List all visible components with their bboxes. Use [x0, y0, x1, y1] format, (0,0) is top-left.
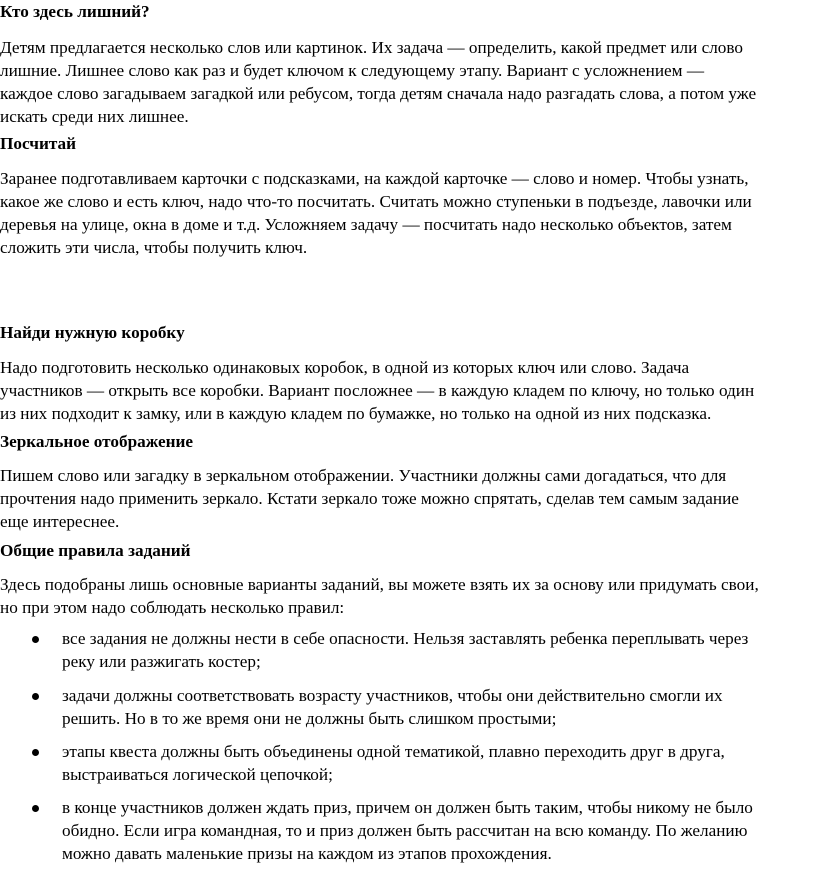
heading-find-box: Найди нужную коробку [0, 323, 185, 342]
text-line: лишние. Лишнее слово как раз и будет ключом к следующему этапу. Вариант с усложнением — [0, 61, 705, 80]
paragraph-mirror [0, 464, 816, 533]
heading-count: Посчитай [0, 134, 76, 153]
list-item-text [62, 740, 725, 786]
text-line: участников — открыть все коробки. Вариант посложнее — в каждую кладем по ключу, но только один [0, 381, 755, 400]
bullet-icon [32, 805, 39, 812]
text-line: все задания не должны нести в себе опасности. Нельзя заставлять ребенка переплывать через [62, 629, 749, 648]
text-line: задачи должны соответствовать возрасту участников, чтобы они действительно смогли их [62, 686, 723, 705]
paragraph-general-rules [0, 573, 816, 619]
paragraph-count [0, 167, 816, 259]
bullet-icon [32, 693, 39, 700]
text-line: этапы квеста должны быть объединены одной тематикой, плавно переходить друг в друга, [62, 742, 725, 761]
paragraph-find-box [0, 356, 816, 425]
text-line: еще интереснее. [0, 512, 120, 531]
text-line: из них подходит к замку, или в каждую кладем по бумажке, но только на одной из них подсказка. [0, 404, 712, 423]
text-line: Надо подготовить несколько одинаковых коробок, в одной из которых ключ или слово. Задача [0, 358, 690, 377]
text-line: прочтения надо применить зеркало. Кстати зеркало тоже можно спрятать, сделав тем самым задание [0, 489, 739, 508]
text-line: Детям предлагается несколько слов или картинок. Их задача — определить, какой предмет или слово [0, 38, 743, 57]
bullet-icon [32, 636, 39, 643]
text-line: реку или разжигать костер; [62, 652, 261, 671]
text-line: Пишем слово или загадку в зеркальном отображении. Участники должны сами догадаться, что для [0, 466, 727, 485]
list-item-text [62, 684, 723, 730]
paragraph-odd-one-out [0, 36, 816, 128]
text-line: но при этом надо соблюдать несколько правил: [0, 598, 345, 617]
text-line: Здесь подобраны лишь основные варианты заданий, вы можете взять их за основу или придумать свои, [0, 575, 759, 594]
heading-general-rules: Общие правила заданий [0, 541, 191, 560]
text-line: какое же слово и есть ключ, надо что-то посчитать. Считать можно ступеньки в подъезде, лавочки или [0, 192, 752, 211]
text-line: решить. Но в то же время они не должны быть слишком простыми; [62, 709, 557, 728]
heading-mirror: Зеркальное отображение [0, 432, 194, 451]
text-line: Заранее подготавливаем карточки с подсказками, на каждой карточке — слово и номер. Чтобы узнать, [0, 169, 749, 188]
text-line: обидно. Если игра командная, то и приз должен быть рассчитан на всю команду. По желанию [62, 821, 748, 840]
list-item-text [62, 627, 748, 673]
text-line: выстраиваться логической цепочкой; [62, 765, 333, 784]
list-item-text [62, 796, 753, 865]
text-line: можно давать маленькие призы на каждом из этапов прохождения. [62, 844, 552, 863]
heading-odd-one-out: Кто здесь лишний? [0, 2, 150, 21]
text-line: искать среди них лишнее. [0, 107, 189, 126]
bullet-icon [32, 749, 39, 756]
text-line: в конце участников должен ждать приз, причем он должен быть таким, чтобы никому не было [62, 798, 753, 817]
text-line: каждое слово загадываем загадкой или ребусом, тогда детям сначала надо разгадать слова, а потом уже [0, 84, 757, 103]
text-line: сложить эти числа, чтобы получить ключ. [0, 238, 308, 257]
text-line: деревья на улице, окна в доме и т.д. Усложняем задачу — посчитать надо несколько объектов, затем [0, 215, 732, 234]
